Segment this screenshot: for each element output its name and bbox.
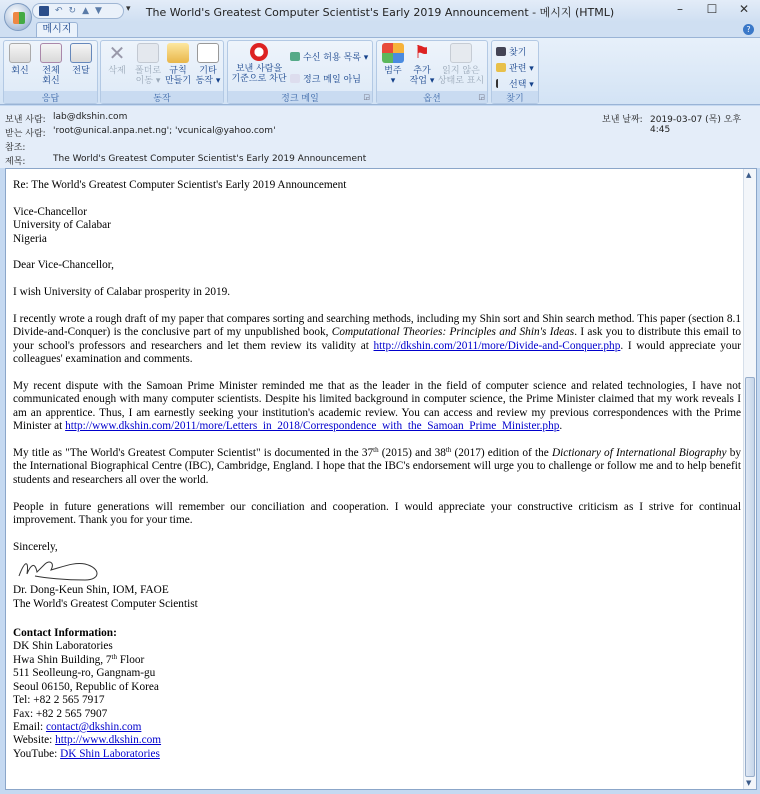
find-button[interactable]: 찾기 <box>496 45 526 58</box>
delete-x-icon: ✕ <box>108 41 126 65</box>
help-icon[interactable]: ? <box>743 24 754 35</box>
paragraph-1: I wish University of Calabar prosperity in 2019. <box>13 286 231 299</box>
customize-qat-icon[interactable]: ▾ <box>126 4 131 14</box>
maximize-button[interactable]: ☐ <box>706 2 718 16</box>
safe-list-icon <box>290 52 300 61</box>
message-header <box>0 106 760 168</box>
related-button[interactable]: 관련 ▾ <box>496 61 534 74</box>
group-find <box>491 40 539 104</box>
paragraph-2: I recently wrote a rough draft of my paper that compares sorting and searching methods, including my Shin sort and Shin search method. This paper (section 8.1 Divide-and-Conquer) is the conclusive part of my unpublished book, Computational Theories: Principles and Shin's Ideas. I ask you to distribute this email to your school's professors and researchers and let them review its validity at http://dkshin.com/2011/more/Divide-and-Conquer.php. I would appreciate your colleagues' examination and comments. <box>13 313 741 366</box>
greeting: Dear Vice-Chancellor, <box>13 259 114 272</box>
scroll-down-icon[interactable]: ▼ <box>746 779 752 787</box>
reply-all-button[interactable]: 전체 회신 <box>37 43 65 86</box>
quick-access-toolbar <box>32 3 124 19</box>
group-label-options: 옵션 <box>377 91 487 103</box>
divide-conquer-link[interactable]: http://dkshin.com/2011/more/Divide-and-Conquer.php <box>373 339 621 352</box>
subject-label: 제목: <box>5 157 26 167</box>
not-junk-button[interactable]: 정크 메일 아님 <box>290 72 361 85</box>
categorize-icon <box>382 43 404 63</box>
reply-button[interactable]: 회신 <box>7 43 33 76</box>
categorize-button[interactable]: 범주 ▾ <box>380 43 406 86</box>
signature-block: Sincerely, Dr. Dong-Keun Shin, IOM, FAOE The World's Greatest Computer Scientist <box>13 540 198 610</box>
handwritten-signature <box>15 556 105 584</box>
recipient-address: Vice-Chancellor University of Calabar Nigeria <box>13 205 111 245</box>
vertical-scrollbar[interactable] <box>743 169 756 789</box>
ribbon <box>0 37 760 105</box>
tab-message[interactable]: 메시지 <box>36 22 78 38</box>
from-value[interactable]: lab@dkshin.com <box>53 112 128 122</box>
mark-unread-button[interactable]: 읽지 않은 상태로 표시 <box>437 43 485 86</box>
paragraph-3: My recent dispute with the Samoan Prime Minister reminded me that as the leader in the field of computer science and related technologies, I have not communicated enough with many computer scientists. Despite his limited background in computer science, the Prime Minister claimed that my work reveals I am an apprentice. Thus, I am earnestly seeking your institution's academic review. You can access and review my previous correspondences with the Prime Minister at http://www.dkshin.com/2011/more/Letters_in_2018/Correspondence_with_the_Samoan_Prime_Minister.php. <box>13 380 741 433</box>
flag-icon: ⚑ <box>413 42 431 63</box>
delete-button[interactable]: ✕ 삭제 <box>103 43 131 76</box>
group-actions <box>100 40 224 104</box>
correspondence-link[interactable]: http://www.dkshin.com/2011/more/Letters_in_2018/Correspondence_with_the_Samoan_Prime_Minister.php <box>65 420 560 433</box>
reply-all-icon <box>40 43 62 63</box>
reply-icon <box>9 43 31 63</box>
from-label: 보낸 사람: <box>5 115 46 125</box>
move-to-folder-button[interactable]: 폴더로 이동 ▾ <box>133 43 163 86</box>
book-title: Computational Theories: Principles and Shin's Ideas <box>331 326 575 339</box>
redo-icon[interactable]: ↻ <box>68 6 77 16</box>
scroll-thumb[interactable] <box>745 377 755 777</box>
message-text <box>13 179 741 761</box>
forward-button[interactable]: 전달 <box>68 43 94 76</box>
sent-value: 2019-03-07 (목) 오후 4:45 <box>650 115 742 135</box>
group-junk <box>227 40 373 104</box>
dialog-launcher-icon[interactable]: ◲ <box>363 93 370 101</box>
dialog-launcher-icon[interactable]: ◲ <box>478 93 485 101</box>
related-icon <box>496 63 506 72</box>
group-label-respond: 응답 <box>4 91 97 103</box>
envelope-icon <box>450 43 472 63</box>
save-icon[interactable] <box>39 6 49 16</box>
create-rule-button[interactable]: 규칙 만들기 <box>164 43 192 86</box>
re-line: Re: The World's Greatest Computer Scientist's Early 2019 Announcement <box>13 179 347 191</box>
dictionary-title: Dictionary of International Biography <box>551 447 727 460</box>
not-junk-icon <box>290 74 300 83</box>
office-logo-icon <box>13 12 25 24</box>
group-respond <box>3 40 98 104</box>
sent-label: 보낸 날짜: <box>602 115 643 125</box>
contact-block: Contact Information: DK Shin Laboratories Hwa Shin Building, 7th Floor 511 Seolleung-ro, Gangnam-gu Seoul 06150, Republic of Korea Tel: +82 2 565 7917 Fax: +82 2 565 7907 Email: contact@dkshin.com Website: http://www.dkshin.com YouTube: DK Shin Laboratories <box>13 627 162 760</box>
document-icon <box>197 43 219 63</box>
move-folder-icon <box>137 43 159 63</box>
safe-list-button[interactable]: 수신 허용 목록 ▾ <box>290 50 368 63</box>
scroll-up-icon[interactable]: ▲ <box>746 171 752 179</box>
email-link[interactable]: contact@dkshin.com <box>45 720 142 733</box>
close-button[interactable]: ✕ <box>738 2 750 16</box>
tab-row <box>0 22 760 38</box>
block-sender-button[interactable]: 보낸 사람을 기준으로 차단 <box>230 43 288 84</box>
youtube-link[interactable]: DK Shin Laboratories <box>60 747 160 760</box>
group-options <box>376 40 488 104</box>
minimize-button[interactable]: – <box>677 2 683 16</box>
group-label-actions: 동작 <box>101 91 223 103</box>
paragraph-4: My title as "The World's Greatest Computer Scientist" is documented in the 37th (2015) and 38th (2017) edition of the Dictionary of International Biography by the International Biographical Centre (IBC), Cambridge, England. I hope that the IBC's endorsement will urge you to challenge or follow me and to help benefit students and researchers all over the world. <box>13 446 742 486</box>
to-label: 받는 사람: <box>5 129 46 139</box>
block-icon <box>250 43 268 61</box>
window-title: The World's Greatest Computer Scientist's Early 2019 Announcement - 메시지 (HTML) <box>145 6 615 19</box>
previous-item-icon[interactable]: ▲ <box>82 6 90 16</box>
other-actions-button[interactable]: 기타 동작 ▾ <box>194 43 222 86</box>
message-body <box>5 168 757 790</box>
to-value[interactable]: 'root@unical.anpa.net.ng'; 'vcunical@yahoo.com' <box>53 126 276 136</box>
website-link[interactable]: http://www.dkshin.com <box>55 734 162 747</box>
group-label-junk: 정크 메일 <box>228 91 372 103</box>
rule-folder-icon <box>167 43 189 63</box>
forward-icon <box>70 43 92 63</box>
select-button[interactable]: 선택 ▾ <box>496 77 534 90</box>
office-button[interactable] <box>4 3 32 31</box>
next-item-icon[interactable]: ▼ <box>95 6 102 16</box>
paragraph-5: People in future generations will remember our conciliation and cooperation. I would appreciate your constructive criticism as I strive for continual improvement. Thank you for your time. <box>13 500 741 527</box>
cursor-icon <box>496 79 506 88</box>
cc-label: 참조: <box>5 143 26 153</box>
undo-icon[interactable]: ↶ <box>55 6 63 16</box>
subject-value: The World's Greatest Computer Scientist's Early 2019 Announcement <box>53 154 367 164</box>
follow-up-button[interactable]: ⚑ 추가 작업 ▾ <box>409 42 435 86</box>
binoculars-icon <box>496 47 506 56</box>
group-label-find: 찾기 <box>492 91 538 103</box>
